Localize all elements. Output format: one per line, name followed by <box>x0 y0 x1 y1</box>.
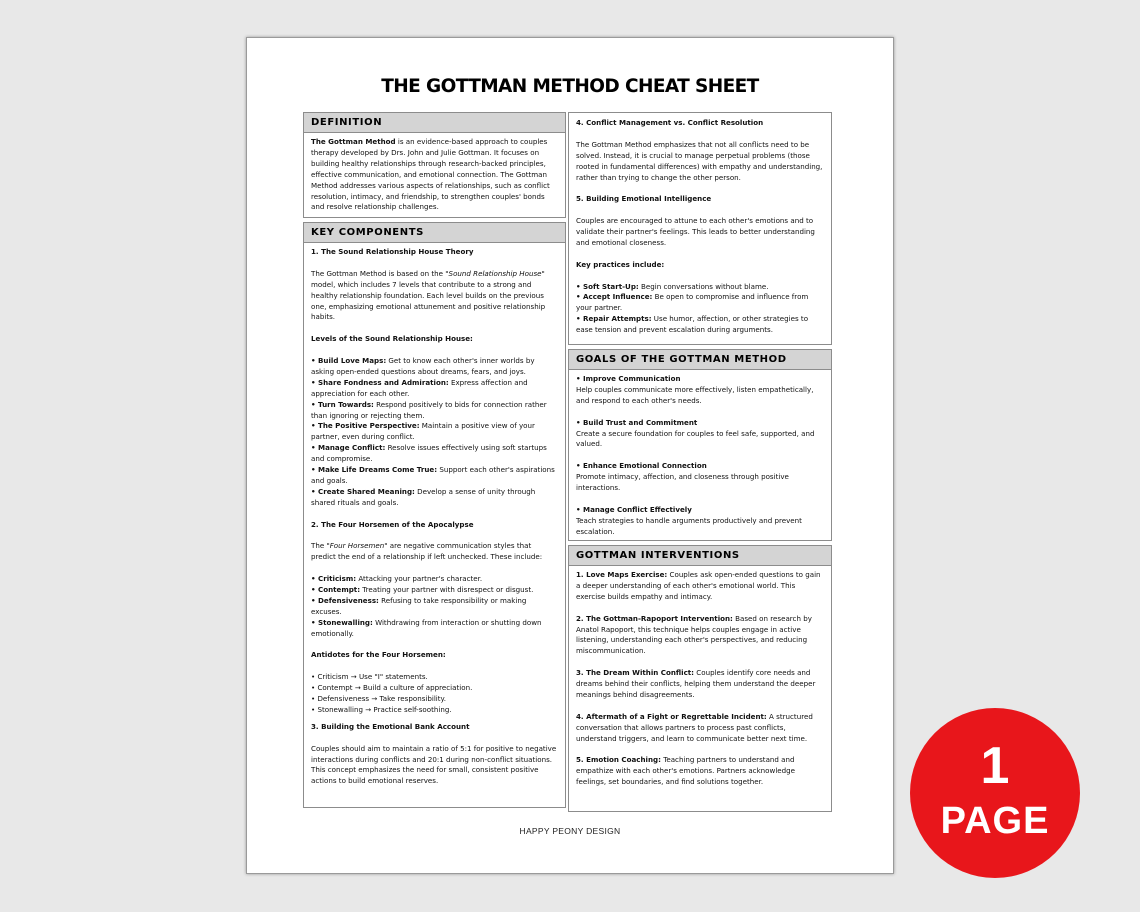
list-item-text: Refusing to take responsibility or making excuses. <box>311 595 527 616</box>
definition-heading: DEFINITION <box>304 113 565 133</box>
paragraph-text: model, which includes 7 levels that contribute to a strong and healthy relationship foundation. Each level builds on the previous one, emphasizing emotional attunement and positive relationship habits. <box>311 279 546 322</box>
definition-box <box>303 112 566 218</box>
paragraph-text: The <box>311 541 327 551</box>
list-item <box>311 465 558 487</box>
paragraph-text: The Gottman Method is based on the <box>311 268 446 278</box>
list-item-text: Respond positively to bids for connection rather than ignoring or rejecting them. <box>311 399 547 420</box>
intervention-item <box>576 712 824 745</box>
list-item-text: Be open to compromise and influence from your partner. <box>576 292 809 313</box>
paragraph-text: Couples are encouraged to attune to each other's emotions and to validate their partner's feelings. This leads to better understanding and emotional closeness. <box>576 216 815 247</box>
conflict-emotional-body <box>569 113 831 340</box>
footer-brand: HAPPY PEONY DESIGN <box>519 826 621 836</box>
list-item-term: • Contempt: <box>311 585 361 594</box>
interventions-body <box>569 566 831 792</box>
list-item-term: • Repair Attempts: <box>576 314 652 324</box>
list-item <box>311 596 558 618</box>
list-item-text: Use humor, affection, or other strategies to ease tension and prevent escalation during arguments. <box>576 314 809 335</box>
list-title: Key practices include: <box>576 259 665 269</box>
list-item-text: Get to know each other's inner worlds by asking open-ended questions about dreams, fears, and joys. <box>311 356 535 376</box>
list-item: • Defensiveness → Take responsibility. <box>311 694 447 704</box>
list-item-text: Develop a sense of unity through shared rituals and goals. <box>311 486 536 507</box>
page-title: THE GOTTMAN METHOD CHEAT SHEET <box>381 76 759 97</box>
list-item-text: Maintain a positive view of your partner, even during conflict. <box>311 421 535 442</box>
section-title: 4. Conflict Management vs. Conflict Resolution <box>576 118 764 127</box>
interventions-box <box>568 545 832 812</box>
section-title: 3. Building the Emotional Bank Account <box>311 721 470 731</box>
conflict-emotional-box <box>568 112 832 345</box>
italic-term: "Four Horsemen" <box>326 541 388 551</box>
paragraph-text: Couples should aim to maintain a ratio of 5:1 for positive to negative interactions during conflicts and 20:1 during non-conflict situations. This concept emphasizes the need for small, consistent positive actions to build emotional reserves. <box>311 743 557 786</box>
list-title: Levels of the Sound Relationship House: <box>311 334 473 344</box>
list-item <box>311 443 558 465</box>
badge-label: PAGE <box>940 800 1050 842</box>
list-item-term: • Manage Conflict: <box>311 443 386 453</box>
list-item-text: Withdrawing from interaction or shutting down emotionally. <box>311 617 542 638</box>
list-item: • Criticism → Use "I" statements. <box>311 672 428 682</box>
goal-text: Promote intimacy, affection, and closeness through positive interactions. <box>576 472 789 493</box>
list-item <box>576 292 824 314</box>
italic-term: "Sound Relationship House" <box>445 268 545 278</box>
intervention-text: A structured conversation that allows partners to process past conflicts, understand triggers, and learn to communicate better next time. <box>576 711 813 743</box>
section-title: 1. The Sound Relationship House Theory <box>311 247 474 256</box>
intervention-term: 2. The Gottman-Rapoport Intervention: <box>576 613 733 623</box>
definition-term: The Gottman Method <box>311 137 396 146</box>
list-item-term: • Make Life Dreams Come True: <box>311 465 438 475</box>
list-item <box>576 282 824 293</box>
goal-text: Create a secure foundation for couples to feel safe, supported, and valued. <box>576 428 815 449</box>
intervention-term: 3. The Dream Within Conflict: <box>576 668 695 678</box>
key-components-body <box>304 243 565 791</box>
list-item-text: Express affection and appreciation for each other. <box>311 377 528 398</box>
list-item-text: Resolve issues effectively using soft startups and compromise. <box>311 443 547 464</box>
intervention-text: Based on research by Anatol Rapoport, this technique helps couples engage in active listening, understanding each other's perspectives, and reducing miscommunication. <box>576 613 812 656</box>
list-item <box>311 356 558 378</box>
badge-number: 1 <box>980 737 1010 795</box>
list-title: Antidotes for the Four Horsemen: <box>311 650 446 660</box>
list-item-term: • Create Shared Meaning: <box>311 486 415 496</box>
list-item-term: • Criticism: <box>311 574 357 584</box>
list-item <box>311 378 558 400</box>
interventions-heading: GOTTMAN INTERVENTIONS <box>569 546 831 566</box>
list-item <box>311 618 558 640</box>
list-item <box>311 400 558 422</box>
list-item-term: • The Positive Perspective: <box>311 421 420 431</box>
intervention-item <box>576 668 824 701</box>
intervention-term: 4. Aftermath of a Fight or Regrettable Incident: <box>576 711 767 721</box>
intervention-text: Couples ask open-ended questions to gain a deeper understanding of each other's emotional world. This exercise builds empathy and intimacy. <box>576 570 821 601</box>
intervention-text: Couples identify core needs and dreams behind their conflicts, helping them understand the deeper meanings behind disagreements. <box>576 668 816 699</box>
goals-box <box>568 349 832 541</box>
goal-text: Teach strategies to handle arguments productively and prevent escalation. <box>576 515 802 536</box>
list-item-term: • Share Fondness and Admiration: <box>311 377 449 387</box>
list-item-text: Attacking your partner's character. <box>356 574 483 584</box>
definition-text: is an evidence-based approach to couples therapy developed by Drs. John and Julie Gottman. It focuses on building healthy relationships through research-backed principles, effective communication, and emotional connection. The Gottman Method addresses various aspects of relationships, such as conflict resolution, intimacy, and friendship, to strengthen couples' bonds and resolve relationship challenges. <box>311 137 550 212</box>
intervention-text: Teaching partners to understand and empathize with each other's emotions. Partners acknowledge feelings, set boundaries, and find solutions together. <box>576 755 796 787</box>
goal-title: • Enhance Emotional Connection <box>576 461 707 471</box>
list-item: • Stonewalling → Practice self-soothing. <box>311 704 452 714</box>
intervention-term: 5. Emotion Coaching: <box>576 755 661 765</box>
page-count-badge <box>910 708 1080 878</box>
goal-text: Help couples communicate more effectively, listen empathetically, and respond to each other's needs. <box>576 384 814 405</box>
intervention-term: 1. Love Maps Exercise: <box>576 570 668 579</box>
list-item <box>311 487 558 509</box>
list-item <box>576 314 824 336</box>
goal-title: • Improve Communication <box>576 374 681 383</box>
intervention-item <box>576 614 824 658</box>
list-item-term: • Stonewalling: <box>311 617 373 627</box>
list-item-term: • Soft Start-Up: <box>576 281 639 291</box>
list-item-text: Treating your partner with disrespect or disgust. <box>360 585 534 594</box>
definition-body <box>304 133 565 217</box>
list-item-text: Begin conversations without blame. <box>638 281 769 291</box>
list-item-term: • Defensiveness: <box>311 595 379 605</box>
goals-heading: GOALS OF THE GOTTMAN METHOD <box>569 350 831 370</box>
list-item <box>311 585 558 596</box>
goal-title: • Build Trust and Commitment <box>576 417 698 427</box>
list-item-term: • Accept Influence: <box>576 292 653 302</box>
left-column <box>303 112 566 812</box>
list-item <box>311 421 558 443</box>
list-item: • Contempt → Build a culture of appreciation. <box>311 683 473 693</box>
key-components-heading: KEY COMPONENTS <box>304 223 565 243</box>
section-title: 5. Building Emotional Intelligence <box>576 194 712 204</box>
paragraph-text: are negative communication styles that predict the end of a relationship if left unchecked. These include: <box>311 541 543 562</box>
paragraph-text: The Gottman Method emphasizes that not all conflicts need to be solved. Instead, it is crucial to manage perpetual problems (those rooted in fundamental differences) with empathy and understanding, rather than trying to change the other person. <box>576 139 823 182</box>
goals-body <box>569 370 831 542</box>
cheat-sheet-page <box>246 37 894 874</box>
right-column <box>568 112 832 816</box>
goal-title: • Manage Conflict Effectively <box>576 504 692 514</box>
section-title: 2. The Four Horsemen of the Apocalypse <box>311 519 474 529</box>
list-item-text: Support each other's aspirations and goals. <box>311 465 555 485</box>
intervention-item <box>576 570 824 603</box>
intervention-item <box>576 755 824 788</box>
key-components-box <box>303 222 566 808</box>
list-item-term: • Turn Towards: <box>311 399 374 409</box>
list-item <box>311 574 558 585</box>
list-item-term: • Build Love Maps: <box>311 356 387 366</box>
